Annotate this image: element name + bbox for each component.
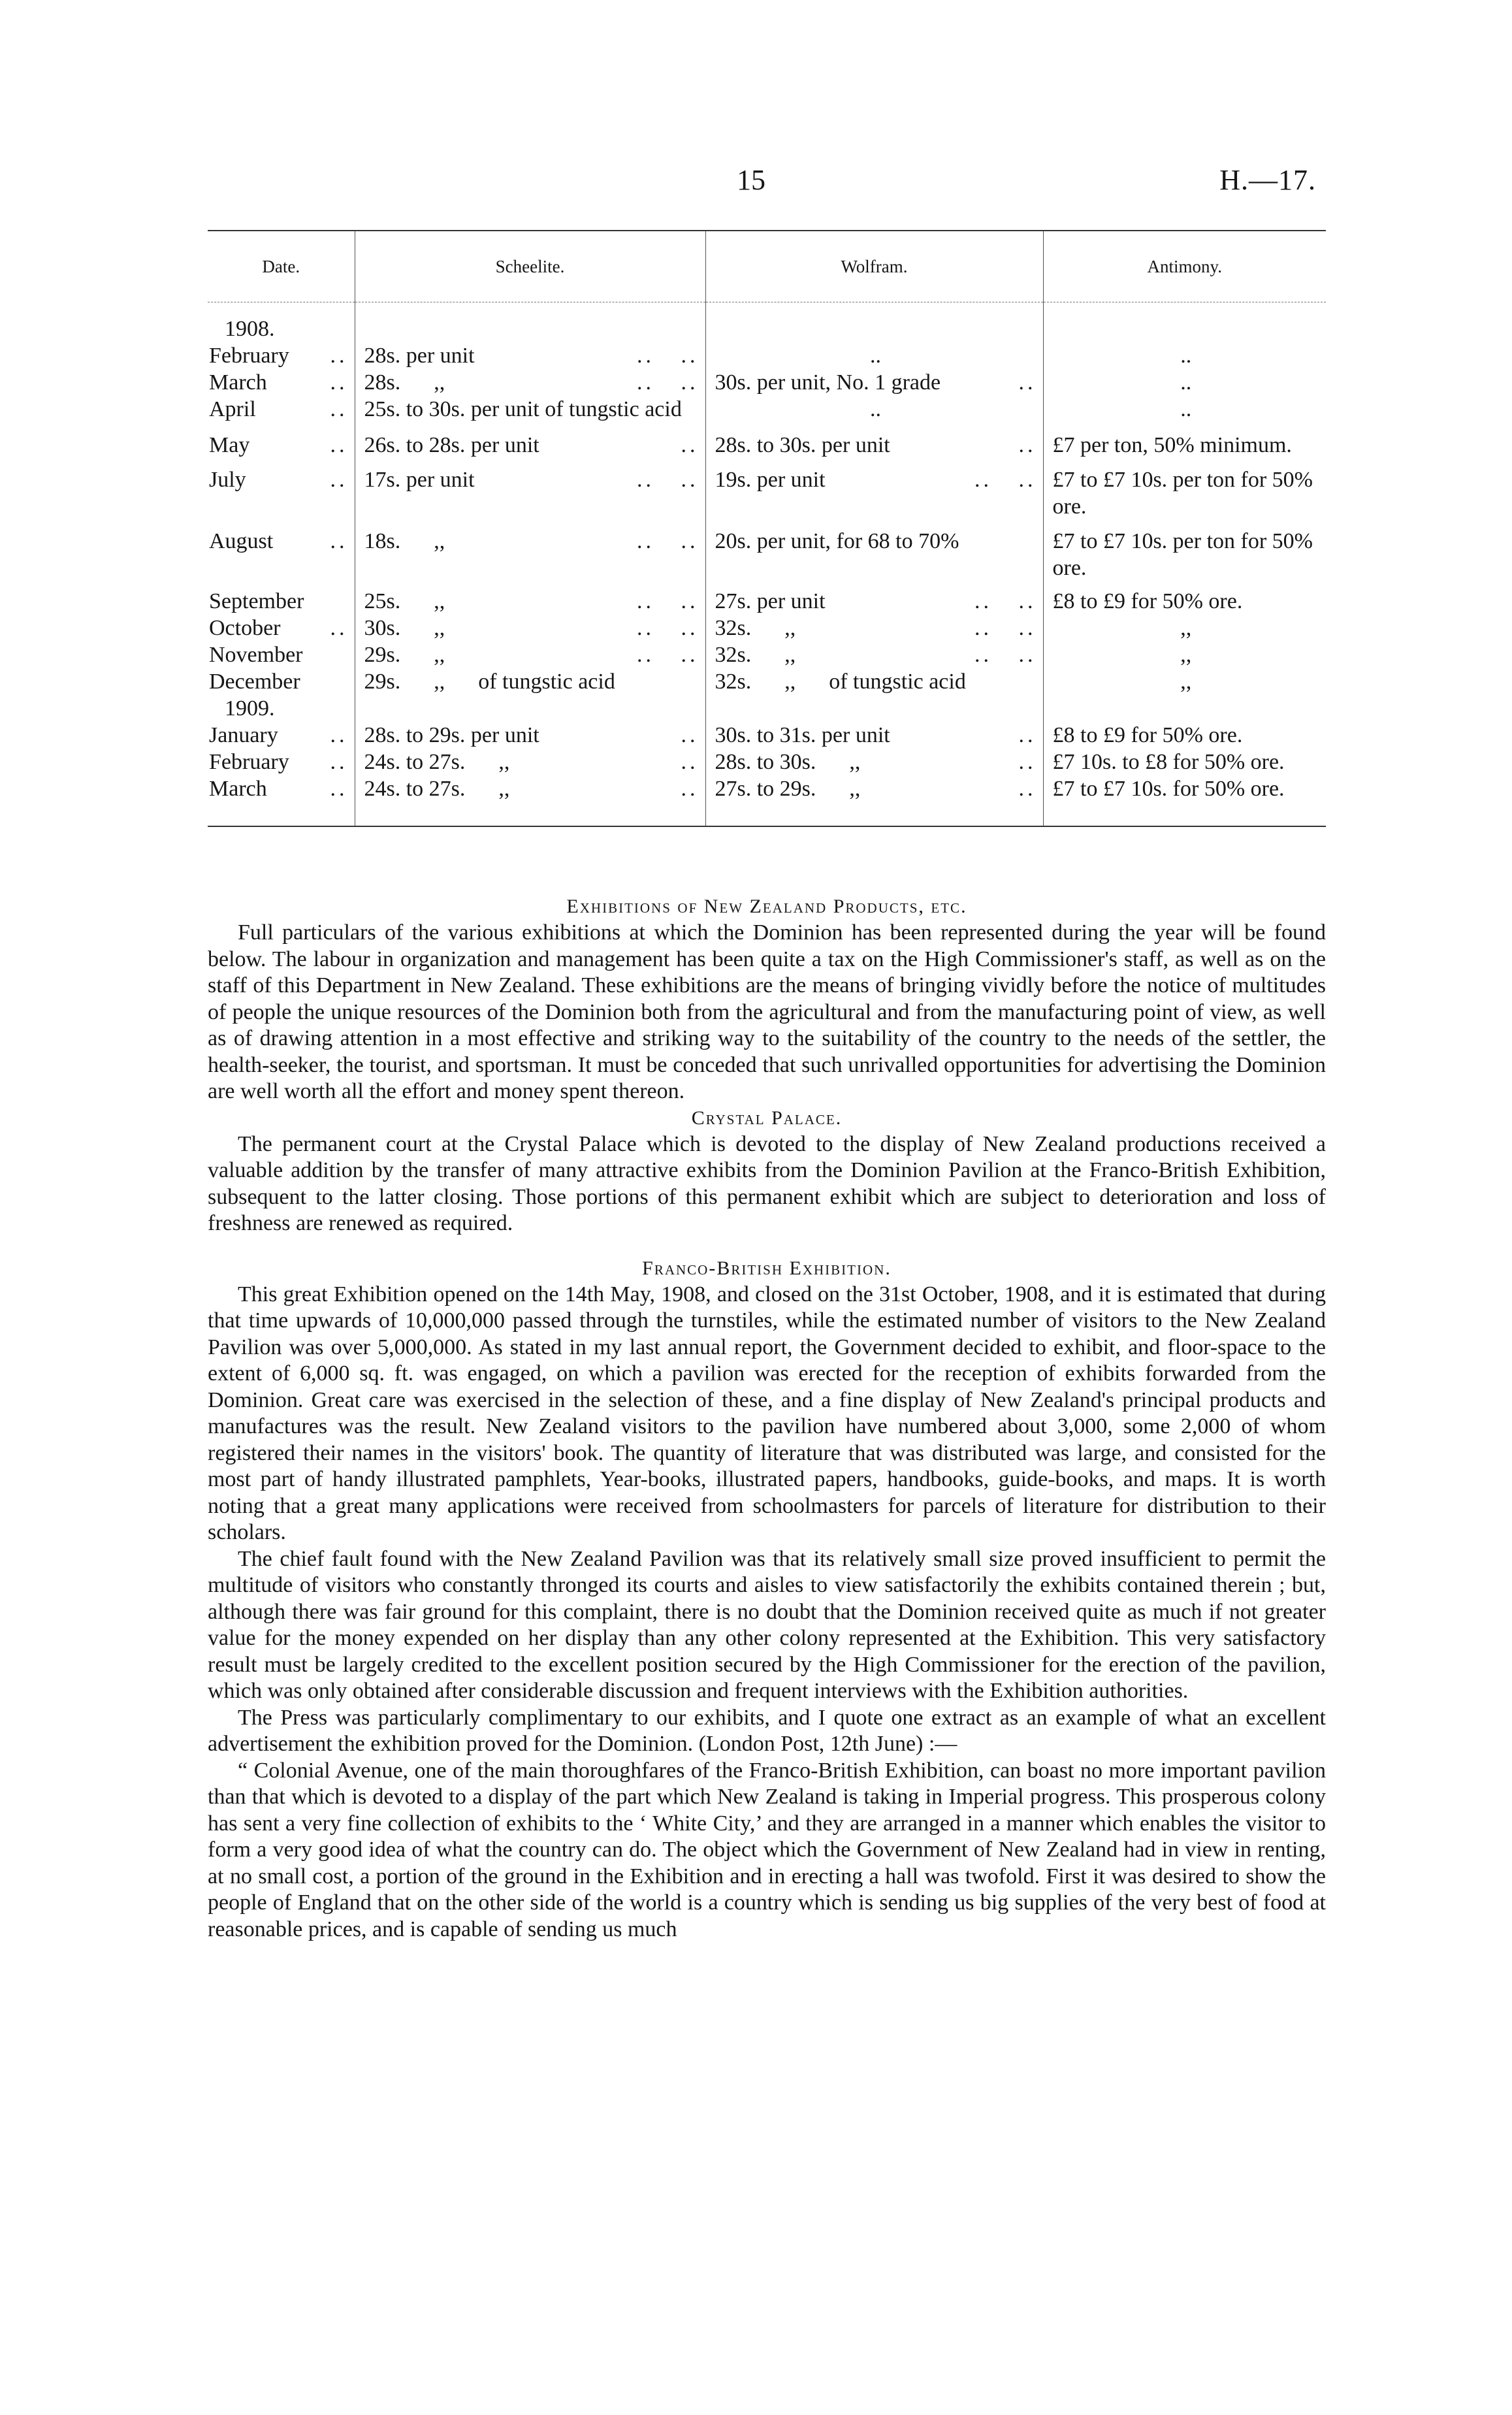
- table-row: November 29s. ,, .. .. 32s. ,, .. .. ,,: [208, 641, 1326, 668]
- antimony-cell: ,,: [1180, 643, 1192, 667]
- table-spacer-row: [208, 302, 1326, 316]
- section-heading-crystal-palace: Crystal Palace.: [691, 1107, 843, 1129]
- year-label: 1909.: [225, 696, 275, 721]
- antimony-cell: ..: [1180, 370, 1192, 395]
- scheelite-cell: 29s. ,, of tungstic acid: [364, 670, 615, 694]
- paragraph: This great Exhibition opened on the 14th May, 1908, and closed on the 31st October, 1908, and it is estimated that during that time upwards of 10,000,000 passed through the turnstiles, while the estimated number of visitors to the New Zealand Pavilion was over 5,000,000. As stated in my last annual report, the Government decided to exhibit, and floor-space to the extent of 6,000 sq. ft. was engaged, on which a pavilion was erected for the reception of exhibits forwarded from the Dominion. Great care was exercised in the selection of these, and a fine display of New Zealand's principal products and manufactures was the result. New Zealand visitors to the pavilion have numbered about 3,000, some 2,000 of whom registered their names in the visitors' book. The quantity of literature that was distributed was large, and consisted for the most part of handy illustrated pamphlets, Year-books, illustrated papers, handbooks, guide-books, and maps. It is worth noting that a great many applications were received from schoolmasters for parcels of literature for distribution to their scholars.: [208, 1282, 1326, 1544]
- paragraph: The chief fault found with the New Zealand Pavilion was that its relatively small size proved insufficient to permit the multitude of visitors who constantly thronged its courts and aisles to view satisfactorily the exhibits contained therein ; but, although there was fair ground for this complaint, there is no doubt that the Dominion received quite as much if not greater value for the money expended on her display than any other colony represented at the Exhibition. This very satisfactory result must be largely credited to the excellent position secured by the High Commissioner for the erection of the pavilion, which was only obtained after considerable discussion and frequent interviews with the Exhibition authorities.: [208, 1546, 1326, 1703]
- wolfram-cell: 30s. per unit, No. 1 grade: [715, 370, 941, 395]
- date-cell: September: [209, 589, 304, 613]
- table-row: July .. 17s. per unit .. .. 19s. per unit .. .. £7 to £7 10s. per ton for 50% ore.: [208, 459, 1326, 520]
- scheelite-cell: 28s. per unit: [364, 344, 475, 368]
- wolfram-cell: 30s. to 31s. per unit: [715, 723, 890, 747]
- date-cell: April: [209, 397, 256, 421]
- antimony-cell: ,,: [1180, 616, 1192, 640]
- date-cell: December: [209, 670, 300, 694]
- table-row: May .. 26s. to 28s. per unit .. 28s. to 30s. per unit .. £7 per ton, 50% minimum.: [208, 423, 1326, 459]
- scheelite-cell: 28s. to 29s. per unit: [364, 723, 539, 747]
- column-header-wolfram: Wolfram.: [705, 231, 1043, 302]
- scheelite-cell: 18s. ,,: [364, 529, 445, 553]
- scheelite-cell: 25s. ,,: [364, 589, 445, 613]
- wolfram-cell: 32s. ,,: [715, 616, 796, 640]
- wolfram-cell: 32s. ,, of tungstic acid: [715, 670, 966, 694]
- quoted-extract: “ Colonial Avenue, one of the main thoroughfares of the Franco-British Exhibition, can boast no more important pavilion than that which is devoted to a display of the part which New Zealand is taking in Imperial progress. This prosperous colony has sent a very fine collection of exhibits to the ‘ White City,’ and they are arranged in a manner which enables the visitor to form a very good idea of what the country can do. The object which the Government of New Zealand had in view in renting, at no small cost, a portion of the ground in the Exhibition and in erecting a hall was twofold. First it was desired to show the people of England that on the other side of the world is a country which is sending us big supplies of the very best of food at reasonable prices, and is capable of sending us much: [208, 1758, 1326, 1941]
- date-cell: February: [209, 750, 289, 774]
- wolfram-cell: 27s. per unit: [715, 589, 826, 613]
- antimony-cell: £7 to £7 10s. per ton for 50% ore.: [1052, 468, 1313, 519]
- year-label: 1908.: [225, 317, 275, 341]
- date-cell: March: [209, 777, 267, 801]
- date-cell: October: [209, 616, 281, 640]
- table-row: March .. 24s. to 27s. ,, .. 27s. to 29s. ,, .. £7 to £7 10s. for 50% ore.: [208, 775, 1326, 826]
- antimony-cell: £8 to £9 for 50% ore.: [1052, 723, 1243, 747]
- paragraph: The permanent court at the Crystal Palace which is devoted to the display of New Zealand productions received a valuable addition by the transfer of many attractive exhibits from the Dominion Pavilion at the Franco-British Exhibition, subsequent to the latter closing. Those portions of this permanent exhibit which are subject to deterioration and loss of freshness are renewed as required.: [208, 1131, 1326, 1235]
- table-row: September 25s. ,, .. .. 27s. per unit .. .. £8 to £9 for 50% ore.: [208, 581, 1326, 615]
- antimony-cell: £7 10s. to £8 for 50% ore.: [1052, 750, 1285, 774]
- document-reference: H.—17.: [1219, 164, 1316, 196]
- antimony-cell: £7 per ton, 50% minimum.: [1052, 433, 1292, 457]
- scheelite-cell: 26s. to 28s. per unit: [364, 433, 539, 457]
- paragraph: The Press was particularly complimentary to our exhibits, and I quote one extract as an example of what an excellent advertisement the exhibition proved for the Dominion. (London Post, 12th June) :—: [208, 1705, 1326, 1756]
- antimony-cell: ..: [1180, 397, 1192, 421]
- antimony-cell: ,,: [1180, 670, 1192, 694]
- page-number: 15: [737, 164, 765, 196]
- column-header-antimony: Antimony.: [1043, 231, 1326, 302]
- wolfram-cell: 28s. to 30s. ,,: [715, 750, 861, 774]
- antimony-cell: £8 to £9 for 50% ore.: [1052, 589, 1243, 613]
- table-row: March .. 28s. ,, .. .. 30s. per unit, No. 1 grade .. ..: [208, 369, 1326, 396]
- table-row: February .. 28s. per unit .. .. .. ..: [208, 342, 1326, 369]
- scheelite-cell: 28s. ,,: [364, 370, 445, 395]
- wolfram-cell: ..: [870, 397, 881, 421]
- antimony-cell: ..: [1180, 344, 1192, 368]
- wolfram-cell: 19s. per unit: [715, 468, 826, 492]
- wolfram-cell: 28s. to 30s. per unit: [715, 433, 890, 457]
- date-cell: February: [209, 344, 289, 368]
- report-body: [208, 894, 1326, 1943]
- table-row: January .. 28s. to 29s. per unit .. 30s. to 31s. per unit .. £8 to £9 for 50% ore.: [208, 722, 1326, 749]
- scheelite-cell: 17s. per unit: [364, 468, 475, 492]
- column-header-date: Date.: [208, 231, 355, 302]
- column-header-scheelite: Scheelite.: [355, 231, 705, 302]
- wolfram-cell: 32s. ,,: [715, 643, 796, 667]
- table-row: February .. 24s. to 27s. ,, .. 28s. to 30s. ,, .. £7 10s. to £8 for 50% ore.: [208, 749, 1326, 775]
- antimony-cell: £7 to £7 10s. for 50% ore.: [1052, 777, 1285, 801]
- table-row: August .. 18s. ,, .. .. 20s. per unit, for 68 to 70% £7 to £7 10s. per ton for 50% ore.: [208, 520, 1326, 581]
- section-heading-franco-british: Franco-British Exhibition.: [642, 1257, 892, 1279]
- wolfram-cell: ..: [870, 344, 881, 368]
- scheelite-cell: 29s. ,,: [364, 643, 445, 667]
- table-row: October .. 30s. ,, .. .. 32s. ,, .. .. ,,: [208, 615, 1326, 641]
- date-cell: August: [209, 529, 274, 553]
- date-cell: March: [209, 370, 267, 395]
- price-table: [208, 230, 1326, 827]
- section-heading-exhibitions: Exhibitions of New Zealand Products, etc.: [566, 896, 967, 917]
- date-cell: November: [209, 643, 303, 667]
- wolfram-cell: 20s. per unit, for 68 to 70%: [715, 529, 959, 553]
- date-cell: January: [209, 723, 278, 747]
- antimony-cell: £7 to £7 10s. per ton for 50% ore.: [1052, 529, 1313, 580]
- wolfram-cell: 27s. to 29s. ,,: [715, 777, 861, 801]
- scheelite-cell: 24s. to 27s. ,,: [364, 777, 510, 801]
- table-row-year: [208, 316, 1326, 342]
- scheelite-cell: 30s. ,,: [364, 616, 445, 640]
- date-cell: July: [209, 468, 246, 492]
- scheelite-cell: 24s. to 27s. ,,: [364, 750, 510, 774]
- table-header-row: [208, 231, 1326, 302]
- scheelite-cell: 25s. to 30s. per unit of tungstic acid: [364, 397, 682, 421]
- date-cell: May: [209, 433, 250, 457]
- table-row: April .. 25s. to 30s. per unit of tungstic acid .. ..: [208, 396, 1326, 423]
- table-row: [208, 668, 1326, 695]
- table-row-year: [208, 695, 1326, 722]
- paragraph: Full particulars of the various exhibitions at which the Dominion has been represented during the year will be found below. The labour in organization and management has been quite a tax on the High Commissioner's staff, as well as on the staff of this Department in New Zealand. These exhibitions are the means of bringing vividly before the notice of multitudes of people the unique resources of the Dominion both from the agricultural and from the manufacturing point of view, as well as of drawing attention in a most effective and striking way to the suitability of the country to the needs of the settler, the health-seeker, the tourist, and sportsman. It must be conceded that such unrivalled opportunities for advertising the Dominion are well worth all the effort and money spent thereon.: [208, 920, 1326, 1103]
